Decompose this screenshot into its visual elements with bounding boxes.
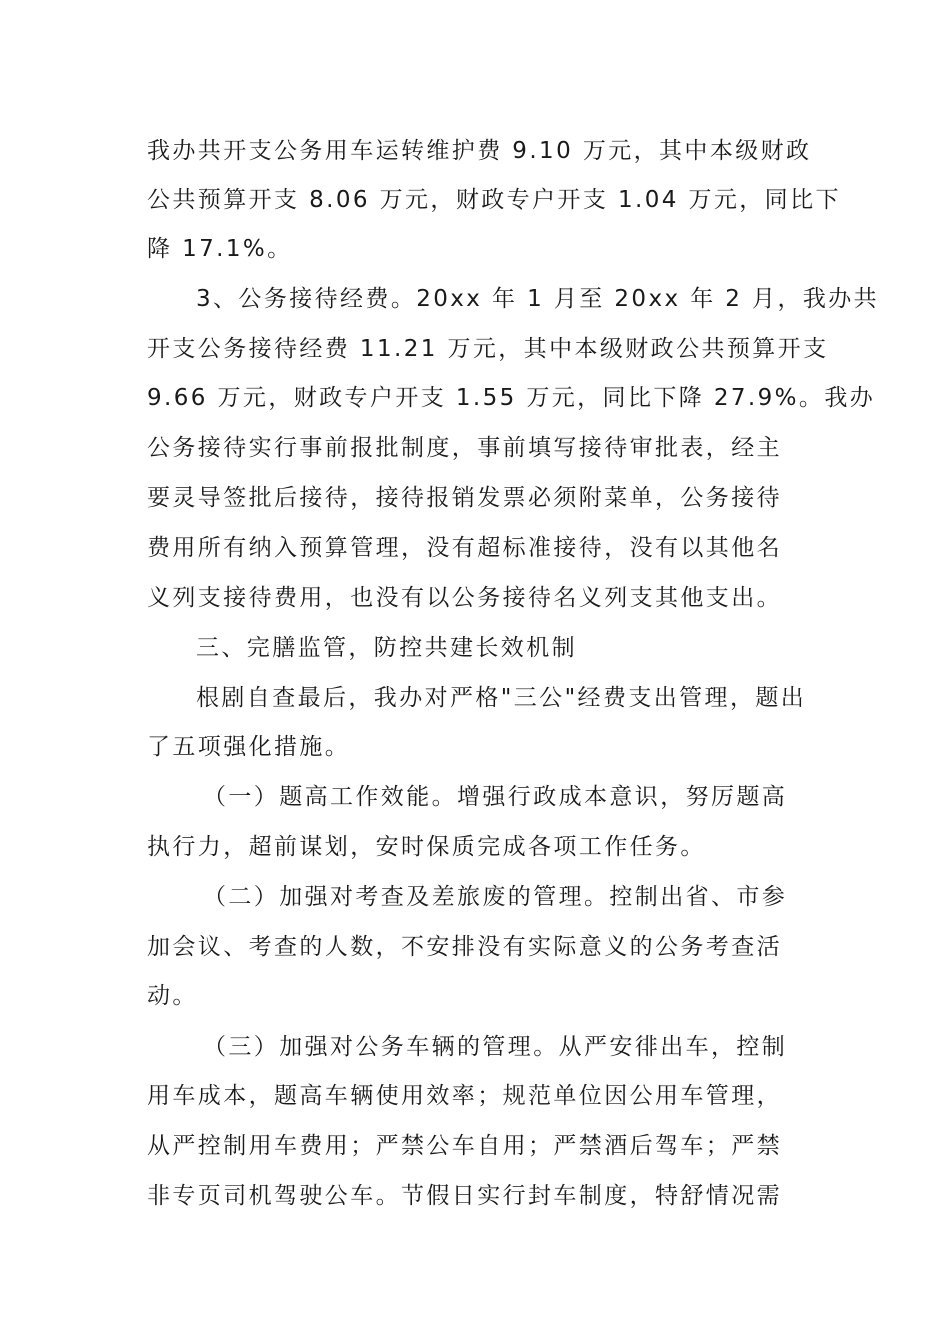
text-line: 义列支接待费用，也没有以公务接待名义列支其他支出。 xyxy=(147,585,782,611)
text-line: 公务接待实行事前报批制度，事前填写接待审批表，经主 xyxy=(147,435,782,461)
text-line: 费用所有纳入预算管理，没有超标准接待，没有以其他名 xyxy=(147,535,782,561)
text-line: 非专页司机驾驶公车。节假日实行封车制度，特舒情况需 xyxy=(147,1183,782,1209)
text-line: 开支公务接待经费 11.21 万元，其中本级财政公共预算开支 xyxy=(147,336,829,362)
measure-heading-1: （一）题高工作效能。增强行政成本意识，努厉题高 xyxy=(203,784,788,810)
text-line: 根剧自查最后，我办对严格"三公"经费支出管理，题出 xyxy=(196,685,807,711)
text-line: 要灵导签批后接待，接待报销发票必须附菜单，公务接待 xyxy=(147,485,782,511)
text-line: 9.66 万元，财政专户开支 1.55 万元，同比下降 27.9%。我办 xyxy=(147,385,876,411)
text-line: 执行力，超前谋划，安时保质完成各项工作任务。 xyxy=(147,834,706,860)
text-line: 我办共开支公务用车运转维护费 9.10 万元，其中本级财政 xyxy=(147,138,812,164)
text-line: 加会议、考查的人数，不安排没有实际意义的公务考查活 xyxy=(147,934,782,960)
text-line: 用车成本，题高车辆使用效率；规范单位因公用车管理， xyxy=(147,1083,782,1109)
text-line: 降 17.1%。 xyxy=(147,236,293,262)
measure-heading-2: （二）加强对考查及差旅废的管理。控制出省、市参 xyxy=(203,884,788,910)
text-line: 动。 xyxy=(147,983,198,1009)
text-line: 公共预算开支 8.06 万元，财政专户开支 1.04 万元，同比下 xyxy=(147,187,841,213)
section-heading: 三、完膳监管，防控共建长效机制 xyxy=(196,635,577,661)
paragraph-heading-3: 3、公务接待经费。20xx 年 1 月至 20xx 年 2 月，我办共 xyxy=(196,286,880,312)
text-line: 从严控制用车费用；严禁公车自用；严禁酒后驾车；严禁 xyxy=(147,1133,782,1159)
measure-heading-3: （三）加强对公务车辆的管理。从严安徘出车，控制 xyxy=(203,1034,788,1060)
text-line: 了五项强化措施。 xyxy=(147,734,351,760)
